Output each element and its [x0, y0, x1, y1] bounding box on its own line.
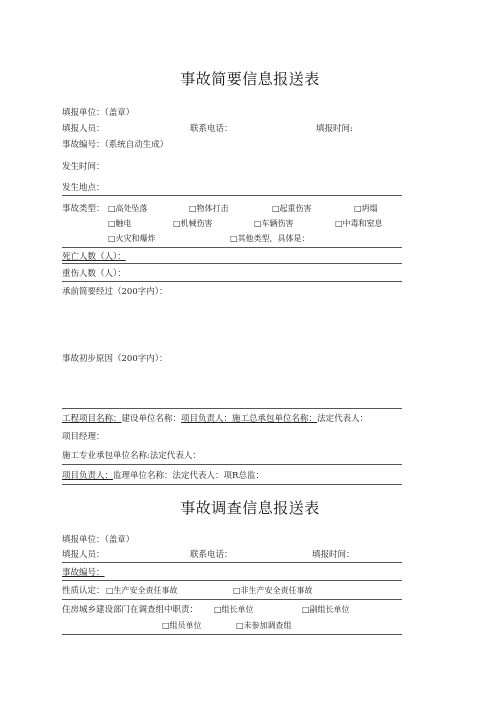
divider [62, 281, 402, 282]
checkbox-collapse[interactable]: □坍塌 [354, 204, 378, 213]
form2-accident-no: 事故编号： [62, 568, 105, 578]
checkbox-not-in-team[interactable]: □未参加调查组 [236, 621, 292, 630]
form1-subcontractor: 施工专业承包单位名称:法定代表人： [62, 451, 201, 461]
divider [62, 263, 402, 264]
form1-injuries: 重伤人数（人）： [62, 269, 126, 279]
form2-filler: 填报人员： [62, 550, 105, 560]
divider [62, 464, 402, 465]
checkbox-team-leader-unit[interactable]: □组长单位 [214, 605, 254, 614]
divider [62, 562, 402, 563]
checkbox-other-type[interactable]: □其他类型，具体是： [230, 234, 310, 243]
divider [62, 195, 402, 196]
form1-project-manager: 项目经理： [62, 432, 105, 442]
form2-phone: 联系电话： [190, 550, 233, 560]
checkbox-lifting-injury[interactable]: □起重伤害 [272, 204, 312, 213]
checkbox-fire-explosion[interactable]: □火灾和爆炸 [108, 234, 156, 243]
form1-deaths: 死亡人数（人）： [62, 252, 126, 262]
checkbox-non-production-safety-accident[interactable]: □非生产安全责任事故 [233, 586, 313, 595]
divider [62, 484, 402, 485]
divider [62, 247, 402, 248]
checkbox-production-safety-accident[interactable]: □生产安全责任事故 [106, 586, 178, 595]
legal-rep-label-2: 法定代表人： [172, 471, 224, 481]
form2-title: 事故调查信息报送表 [180, 499, 320, 517]
builder-name-label: 建设单位名称： [121, 414, 182, 424]
chief-supervisor-label: 项R总监： [223, 471, 264, 481]
checkbox-fall[interactable]: □高处坠落 [108, 204, 148, 213]
form1-phone: 联系电话： [190, 124, 233, 134]
form1-occur-time: 发生时间： [62, 162, 105, 172]
checkbox-object-strike[interactable]: □物体打击 [189, 204, 229, 213]
supervisor-unit-label: 监理单位名称： [113, 471, 173, 481]
project-leader-label-2: 项目负责人： [62, 471, 114, 481]
checkbox-member-unit[interactable]: □组员单位 [162, 621, 202, 630]
form1-occur-place: 发生地点： [62, 183, 105, 193]
divider [62, 580, 402, 581]
form1-project-line2 [62, 471, 264, 481]
checkbox-poisoning[interactable]: □中毒和窒息 [335, 219, 383, 228]
project-name-label: 工程项目名称： [62, 414, 122, 424]
form1-brief: 承前简要经过（200字内）： [62, 287, 168, 297]
form1-unit: 填报单位：（盖章） [62, 108, 135, 118]
form2-fill-time: 填报时间： [312, 550, 355, 560]
form2-role-label: 住房城乡建设部门在调查组中职责： [62, 605, 199, 615]
form1-title: 事故简要信息报送表 [180, 70, 320, 88]
checkbox-vehicle-injury[interactable]: □车辆伤害 [254, 219, 294, 228]
project-leader-label: 项目负责人： [181, 414, 233, 424]
form2-unit: 填报单位：（盖章） [62, 535, 135, 545]
divider [62, 634, 402, 635]
checkbox-deputy-leader-unit[interactable]: □副组长单位 [302, 605, 350, 614]
divider [62, 408, 402, 409]
checkbox-electric-shock[interactable]: □触电 [108, 219, 132, 228]
divider [62, 599, 402, 600]
form1-fill-time: 填报时间: [316, 124, 353, 134]
form1-accident-no: 事故编号：（系统自动生成） [62, 140, 169, 150]
form1-cause: 事故初步原因（200字内）： [62, 354, 168, 364]
form1-project-line1 [62, 414, 368, 424]
checkbox-mechanical-injury[interactable]: □机械伤害 [173, 219, 213, 228]
form1-filler: 填报人员： [62, 124, 105, 134]
form1-type-label: 事故类型： [62, 204, 105, 214]
form2-nature-label: 性质认定： [62, 586, 105, 596]
general-contractor-label: 施工总承包单位名称： [232, 414, 318, 424]
legal-rep-label: 法定代表人： [317, 414, 369, 424]
